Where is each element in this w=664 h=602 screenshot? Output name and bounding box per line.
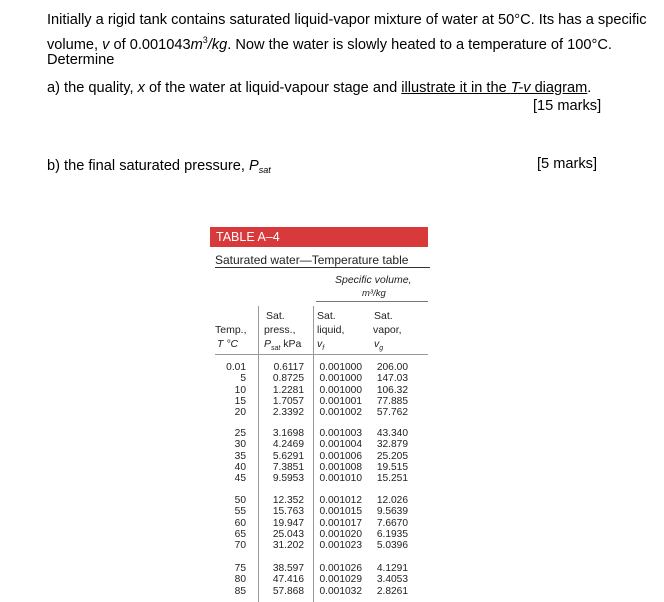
text-fragment: diagram <box>530 80 588 96</box>
unit-m: m <box>190 37 203 53</box>
header-liq-3 <box>317 338 324 352</box>
text-fragment: a) the quality, <box>47 80 138 96</box>
part-a-marks: [15 marks] <box>533 98 602 114</box>
header-temp-2: T °C <box>217 338 239 350</box>
part-b-marks: [5 marks] <box>537 156 598 172</box>
variable-v: v <box>102 37 110 53</box>
symbol-p: P <box>264 338 272 350</box>
variable-p: P <box>249 158 259 174</box>
question-line-3: Determine <box>47 52 115 68</box>
table-subtitle: Saturated water—Temperature table <box>215 253 409 267</box>
vg-column: 43.340 32.879 25.205 19.515 15.251 <box>376 428 408 485</box>
header-rule <box>215 354 428 355</box>
vf-column: 0.001000 0.001000 0.001000 0.001001 0.001002 <box>319 362 362 419</box>
specific-volume-label: Specific volume, <box>335 274 412 286</box>
spec-vol-rule <box>316 301 428 302</box>
text-fragment: b) the final saturated pressure, <box>47 158 249 174</box>
press-column: 38.597 47.416 57.868 <box>272 563 304 597</box>
press-column: 3.1698 4.2469 5.6291 7.3851 9.5953 <box>272 428 304 485</box>
table-rule-top <box>215 267 430 268</box>
subscript-f: f <box>322 345 325 352</box>
unit-kpa: kPa <box>280 338 302 350</box>
header-liq-1: Sat. <box>317 310 336 322</box>
unit-superscript: 3 <box>202 35 208 45</box>
press-column: 12.352 15.763 19.947 25.043 31.202 <box>272 495 304 552</box>
specific-volume-unit: m³/kg <box>362 288 386 299</box>
header-vap-2: vapor, <box>373 324 402 336</box>
temp-column: 50 55 60 65 70 <box>234 495 246 552</box>
text-fragment: . <box>587 80 592 96</box>
vg-column: 12.026 9.5639 7.6670 6.1935 5.0396 <box>376 495 408 552</box>
vg-column: 206.00 147.03 106.32 77.885 57.762 <box>376 362 408 419</box>
symbol-v: v <box>374 338 380 350</box>
question-line-2 <box>47 30 612 55</box>
part-a <box>47 78 591 98</box>
text-fragment: volume, <box>47 37 103 53</box>
header-press-2: press., <box>264 324 296 336</box>
subscript-sat: sat <box>271 345 281 352</box>
header-temp-1: Temp., <box>215 324 247 336</box>
header-vap-3 <box>374 338 383 352</box>
header-press-3 <box>264 338 301 352</box>
unit-kg: /kg <box>207 37 228 53</box>
vf-column: 0.001003 0.001004 0.001006 0.001008 0.001010 <box>319 428 362 485</box>
variable-tv: T-v <box>510 80 531 96</box>
subscript-sat: sat <box>258 165 271 175</box>
column-separator <box>258 306 259 602</box>
text-fragment: of 0.001043 <box>109 37 191 53</box>
temp-column: 25 30 35 40 45 <box>234 428 246 485</box>
part-b <box>47 156 271 180</box>
header-liq-2: liquid, <box>317 324 345 336</box>
text-fragment: . Now the water is slowly heated to a temperature of 100°C. <box>227 37 612 53</box>
header-vap-1: Sat. <box>374 310 393 322</box>
question-line-1: Initially a rigid tank contains saturated liquid-vapor mixture of water at 50°C. Its has a specific <box>47 12 647 28</box>
temp-column: 0.01 5 10 15 20 <box>226 362 246 419</box>
press-column: 0.6117 0.8725 1.2281 1.7057 2.3392 <box>272 362 304 419</box>
variable-x: x <box>137 80 145 96</box>
underlined-instruction <box>401 80 587 96</box>
header-press-1: Sat. <box>266 310 285 322</box>
vf-column: 0.001026 0.001029 0.001032 <box>319 563 362 597</box>
text-fragment: illustrate it in the <box>401 80 511 96</box>
table-title: TABLE A–4 <box>210 227 428 247</box>
temp-column: 75 80 85 <box>234 563 246 597</box>
text-fragment: of the water at liquid-vapour stage and <box>144 80 402 96</box>
symbol-v: v <box>317 338 323 350</box>
vg-column: 4.1291 3.4053 2.8261 <box>376 563 408 597</box>
subscript-g: g <box>379 345 384 352</box>
vf-column: 0.001012 0.001015 0.001017 0.001020 0.001023 <box>319 495 362 552</box>
